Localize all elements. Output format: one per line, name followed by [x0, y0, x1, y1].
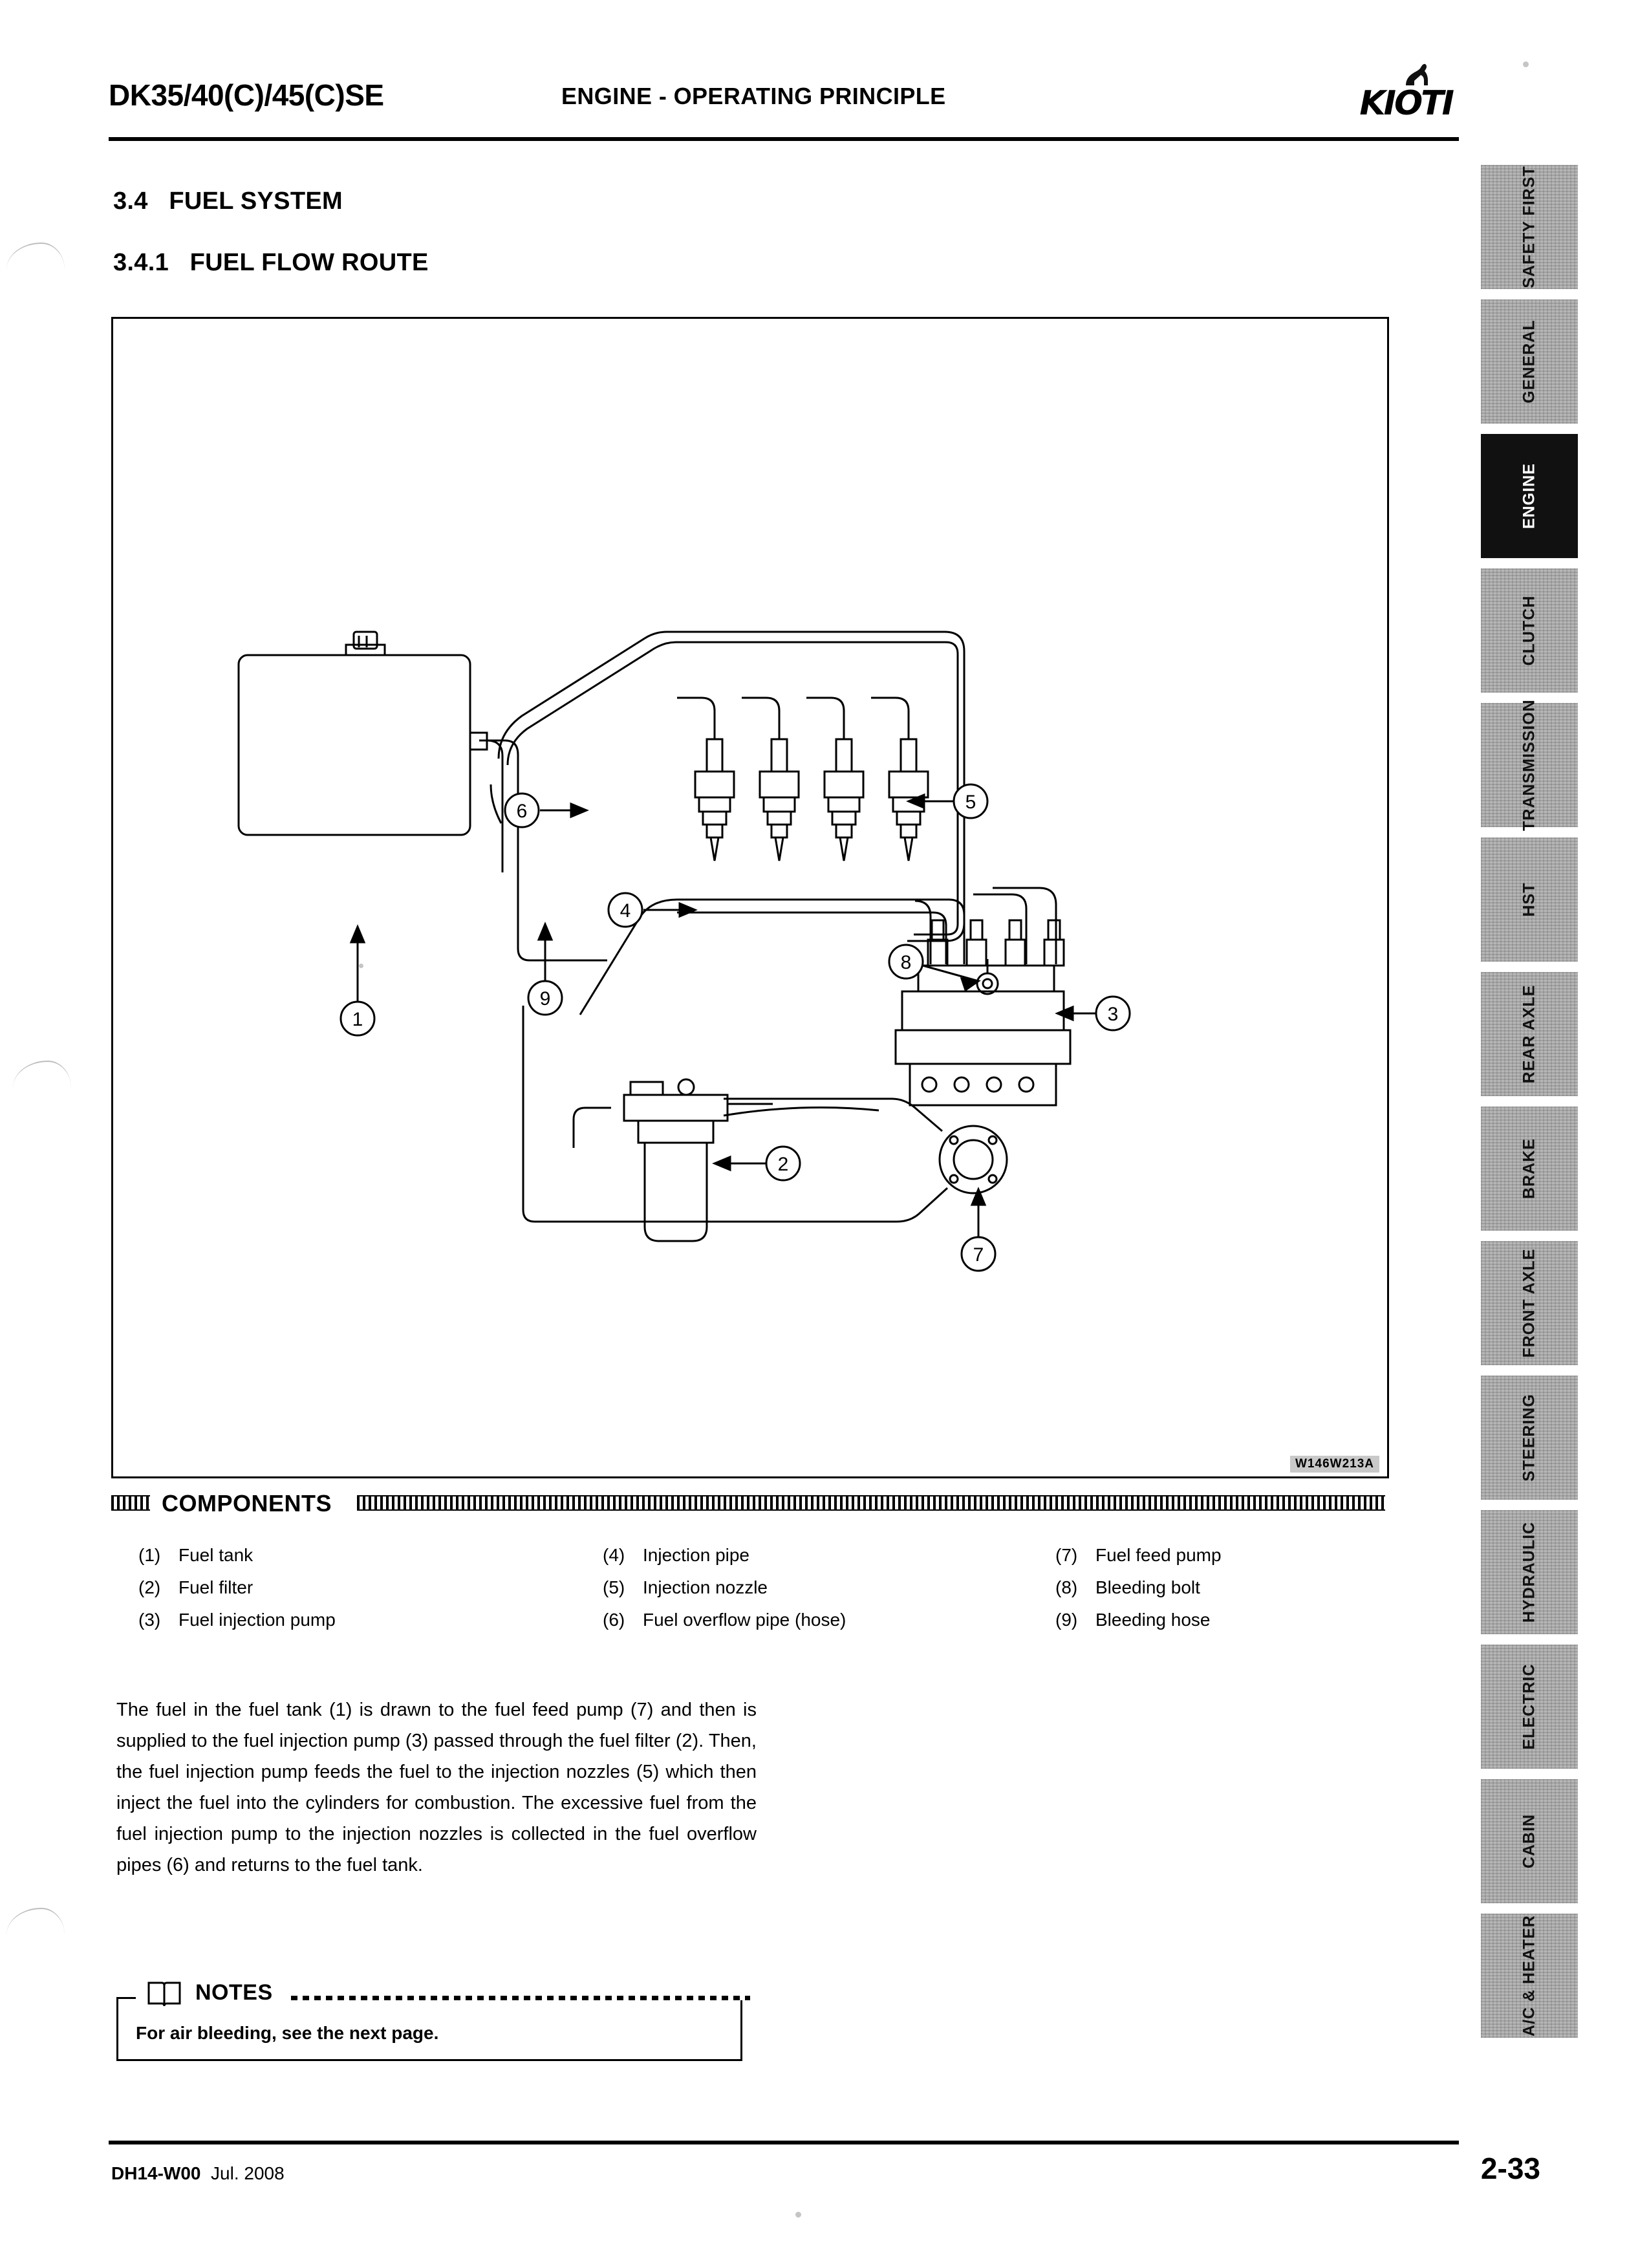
callout-9: 9 — [539, 988, 551, 1010]
page-title: ENGINE - OPERATING PRINCIPLE — [561, 83, 946, 109]
list-item — [1055, 1539, 1222, 1571]
notes-text: For air bleeding, see the next page. — [136, 2023, 439, 2043]
components-column-3 — [1055, 1539, 1222, 1636]
horse-icon — [1402, 63, 1432, 87]
fuel-flow-diagram — [111, 317, 1389, 1478]
callout-1: 1 — [352, 1009, 363, 1030]
hatch-right — [357, 1495, 1385, 1511]
list-item — [1055, 1604, 1222, 1636]
doc-code: DH14-W00 — [111, 2163, 201, 2183]
tab-label: HST — [1520, 882, 1538, 917]
scan-artifact — [13, 1061, 71, 1088]
tab-electric[interactable] — [1481, 1645, 1578, 1769]
callout-8: 8 — [900, 952, 912, 973]
tab-cabin[interactable] — [1481, 1779, 1578, 1903]
tab-label: A/C & HEATER — [1520, 1915, 1538, 2036]
subsection-title: FUEL FLOW ROUTE — [189, 249, 429, 276]
item-label: Bleeding bolt — [1095, 1577, 1200, 1597]
footer-divider — [109, 2141, 1459, 2144]
tab-label: CABIN — [1520, 1813, 1538, 1869]
callout-6: 6 — [516, 801, 528, 822]
callout-5: 5 — [965, 792, 976, 813]
tab-hydraulic[interactable] — [1481, 1510, 1578, 1634]
page-header — [109, 65, 1459, 149]
tab-label: STEERING — [1520, 1394, 1538, 1482]
list-item — [1055, 1571, 1222, 1604]
figure-code: W146W213A — [1290, 1456, 1379, 1473]
item-label: Fuel feed pump — [1095, 1545, 1222, 1565]
scan-speck — [1523, 61, 1529, 67]
scan-artifact — [6, 1908, 65, 1935]
tab-steering[interactable] — [1481, 1376, 1578, 1500]
section-number: 3.4 — [113, 188, 148, 215]
item-number: (3) — [138, 1610, 161, 1630]
callout-7: 7 — [973, 1244, 984, 1266]
callout-2: 2 — [777, 1154, 789, 1175]
tab-label: GENERAL — [1520, 319, 1538, 404]
tab-label: TRANSMISSION — [1520, 699, 1538, 831]
tab-general[interactable] — [1481, 299, 1578, 424]
subsection-number: 3.4.1 — [113, 249, 169, 276]
item-number: (6) — [603, 1610, 625, 1630]
item-label: Fuel tank — [178, 1545, 253, 1565]
list-item — [138, 1571, 336, 1604]
item-number: (4) — [603, 1545, 625, 1565]
tab-ac-heater[interactable] — [1481, 1914, 1578, 2038]
tab-label: ELECTRIC — [1520, 1663, 1538, 1750]
tab-hst[interactable] — [1481, 837, 1578, 962]
hatch-left — [111, 1495, 150, 1511]
item-number: (1) — [138, 1545, 161, 1565]
components-label: COMPONENTS — [162, 1490, 332, 1517]
notes-dashed-rule — [291, 1996, 750, 2000]
item-label: Injection pipe — [643, 1545, 750, 1565]
tab-label: FRONT AXLE — [1520, 1248, 1538, 1358]
model-designation: DK35/40(C)/45(C)SE — [109, 78, 384, 112]
scan-speck — [795, 2212, 801, 2218]
tab-engine[interactable] — [1481, 434, 1578, 558]
item-label: Injection nozzle — [643, 1577, 768, 1597]
notes-block — [116, 1972, 750, 2069]
book-icon — [146, 1978, 182, 2009]
item-label: Fuel overflow pipe (hose) — [643, 1610, 846, 1630]
tab-label: HYDRAULIC — [1520, 1521, 1538, 1623]
section-tabs — [1481, 165, 1578, 2048]
tab-label: SAFETY FIRST — [1520, 166, 1538, 288]
footer-doc-info — [111, 2163, 285, 2184]
callout-4: 4 — [620, 900, 631, 922]
tab-rear-axle[interactable] — [1481, 972, 1578, 1096]
section-heading — [113, 188, 343, 215]
item-number: (9) — [1055, 1610, 1078, 1630]
brand-wordmark: KIOTI — [1359, 84, 1452, 123]
item-label: Fuel injection pump — [178, 1610, 336, 1630]
list-item — [603, 1604, 846, 1636]
scan-speck — [359, 964, 363, 968]
page-number: 2-33 — [1480, 2152, 1540, 2185]
body-paragraph: The fuel in the fuel tank (1) is drawn to the fuel feed pump (7) and then is supplied to the fuel injection pump (3) passed through the fuel filter (2). Then, the fuel injection pump feeds the fuel to the injection nozzles (5) which then inject the fuel into the cylinders for combustion. The excessive fuel from the fuel injection pump to the injection nozzles is collected in the fuel overflow pipes (6) and returns to the fuel tank. — [116, 1700, 757, 1875]
kioti-logo — [1323, 65, 1459, 123]
tab-label: CLUTCH — [1520, 595, 1538, 666]
item-label: Bleeding hose — [1095, 1610, 1211, 1630]
list-item — [603, 1571, 846, 1604]
item-number: (5) — [603, 1577, 625, 1597]
components-column-2 — [603, 1539, 846, 1636]
notes-title: NOTES — [195, 1980, 273, 2005]
fuel-flow-schematic — [113, 319, 1383, 1473]
item-number: (8) — [1055, 1577, 1078, 1597]
list-item — [138, 1604, 336, 1636]
item-number: (2) — [138, 1577, 161, 1597]
tab-front-axle[interactable] — [1481, 1241, 1578, 1365]
doc-date: Jul. 2008 — [211, 2163, 285, 2183]
tab-label: ENGINE — [1520, 463, 1538, 529]
subsection-heading — [113, 249, 429, 277]
tab-label: REAR AXLE — [1520, 984, 1538, 1084]
tab-brake[interactable] — [1481, 1107, 1578, 1231]
scan-artifact — [6, 243, 65, 270]
components-bar — [111, 1487, 1385, 1517]
section-title: FUEL SYSTEM — [169, 188, 343, 215]
item-label: Fuel filter — [178, 1577, 253, 1597]
tab-clutch[interactable] — [1481, 568, 1578, 693]
components-column-1 — [138, 1539, 336, 1636]
item-number: (7) — [1055, 1545, 1078, 1565]
callout-3: 3 — [1107, 1004, 1119, 1025]
list-item — [138, 1539, 336, 1571]
tab-safety-first[interactable] — [1481, 165, 1578, 289]
tab-label: BRAKE — [1520, 1138, 1538, 1199]
tab-transmission[interactable] — [1481, 699, 1578, 831]
list-item — [603, 1539, 846, 1571]
header-divider — [109, 137, 1459, 141]
